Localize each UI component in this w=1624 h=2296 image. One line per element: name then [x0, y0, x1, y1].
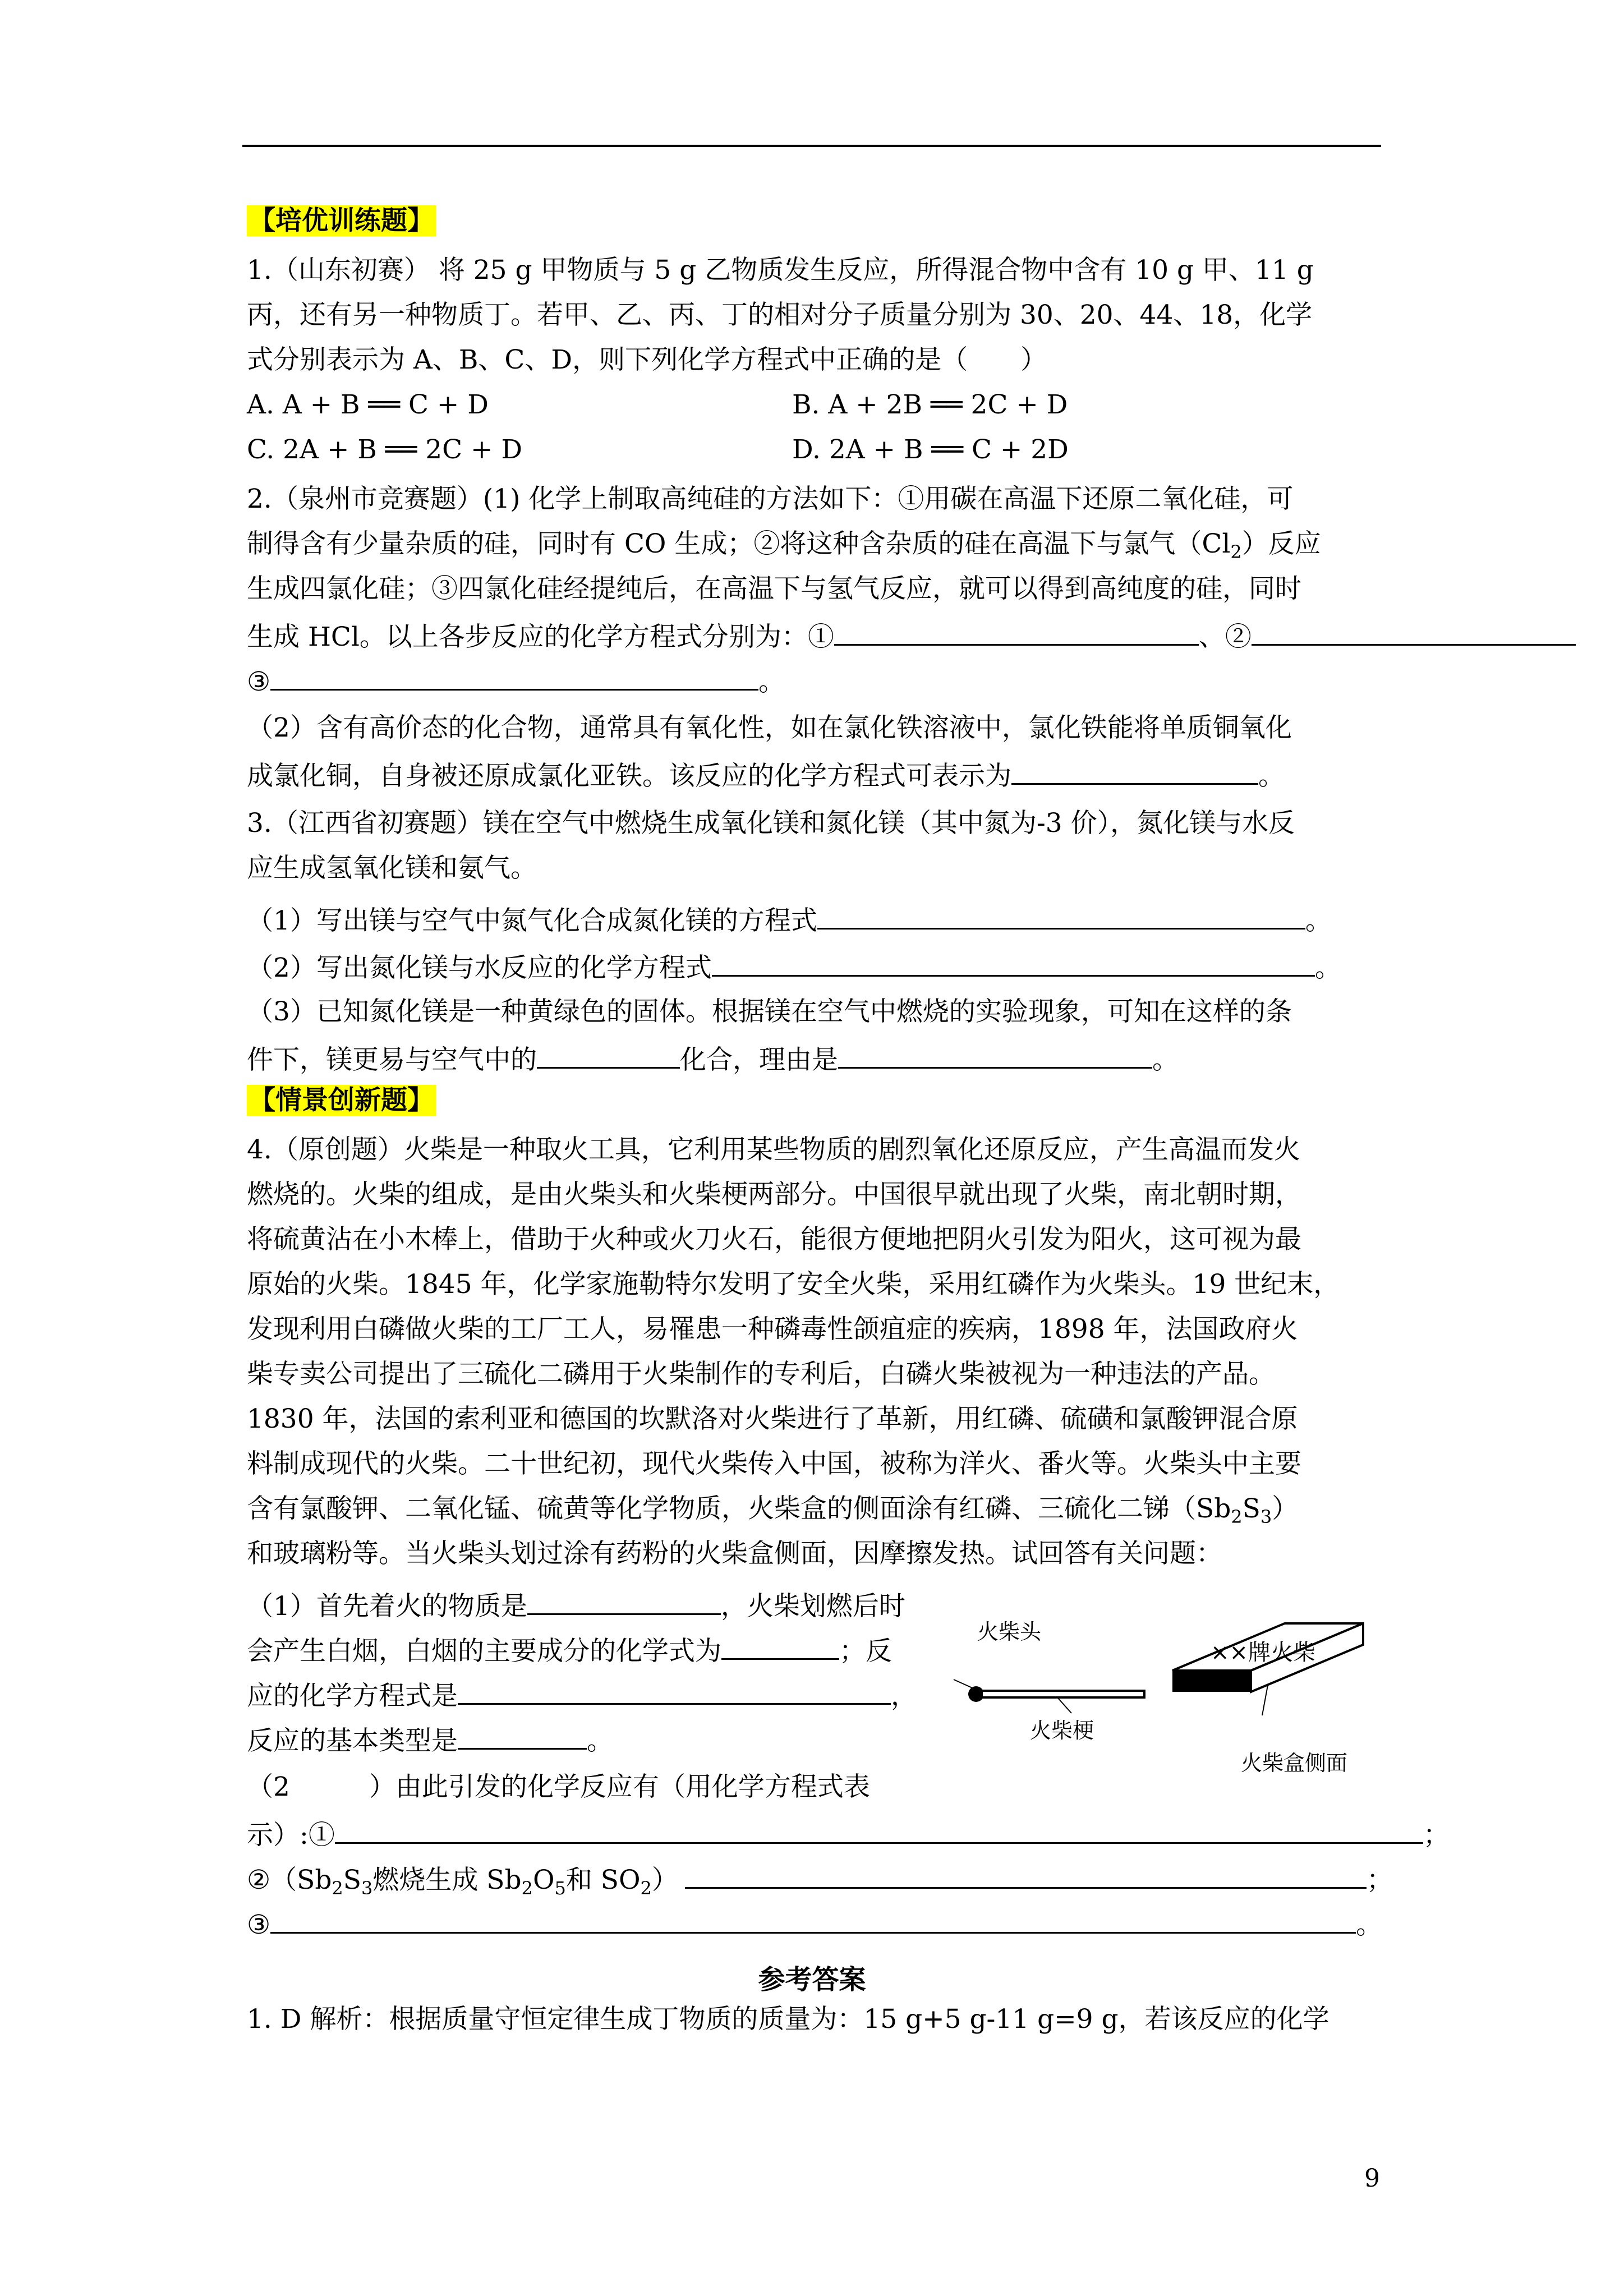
- q1-line2: 丙，还有另一种物质丁。若甲、乙、丙、丁的相对分子质量分别为 30、20、44、18，化学: [247, 300, 1313, 330]
- q4-blank-equation[interactable]: [458, 1676, 891, 1705]
- matchbox-front: [1172, 1671, 1251, 1692]
- q2-line2: 制得含有少量杂质的硅，同时有 CO 生成；②将这种含杂质的硅在高温下与氯气$(Cl_2)$反应: [247, 528, 1321, 563]
- q4-line9: 含有氯酸钾、二氧化锰、硫黄等化学物质，火柴盒的侧面涂有红磷、三硫化二锑$(Sb_2S_3)$: [247, 1493, 1299, 1527]
- q4-part1-line1: （1）首先着火的物质是 ，火柴划燃后时: [247, 1586, 905, 1623]
- q1-line3: 式分别表示为 A、B、C、D，则下列化学方程式中正确的是（ ）: [247, 344, 1047, 375]
- q4-line3: 将硫黄沾在小木棒上，借助于火种或火刀火石，能很方便地把阴火引发为阳火，这可视为最: [247, 1224, 1301, 1255]
- match-stick-pointer: [1057, 1697, 1071, 1713]
- q4-line6: 柴专卖公司提出了三硫化二磷用于火柴制作的专利后，白磷火柴被视为一种违法的产品。: [247, 1359, 1275, 1389]
- q2-part2-line2: 成氯化铜，自身被还原成氯化亚铁。该反应的化学方程式可表示为 。: [247, 756, 1285, 793]
- q3-part3-blank-2[interactable]: [838, 1040, 1152, 1069]
- q4-part1-line3: 应的化学方程式是 ，: [247, 1676, 917, 1713]
- q4-line4: 原始的火柴。1845 年，化学家施勒特尔发明了安全火柴，采用红磷作为火柴头。19 世纪末，: [247, 1269, 1340, 1300]
- q4-part2-line3: $②(Sb_2S_3$燃烧生成 $Sb_2O_5$和 $SO_2$） ；: [247, 1860, 1393, 1905]
- matchbox-side-label: 火柴盒侧面: [1241, 1751, 1348, 1775]
- q2-line5: ③ 。: [247, 662, 785, 699]
- q3-part2: （2）写出氮化镁与水反应的化学方程式 。: [247, 948, 1341, 985]
- q3-part1-blank[interactable]: [817, 901, 1305, 930]
- q2-part2-line1: （2）含有高价态的化合物，通常具有氧化性，如在氯化铁溶液中，氯化铁能将单质铜氧化: [247, 712, 1292, 743]
- q4-part2-line1: （2 ）由此引发的化学反应有（用化学方程式表: [247, 1772, 870, 1802]
- answers-title: 参考答案: [758, 1964, 866, 1995]
- q4-part2-blank-2[interactable]: [685, 1860, 1367, 1889]
- q2-blank-1[interactable]: [834, 617, 1199, 646]
- q4-line8: 料制成现代的火柴。二十世纪初，现代火柴传入中国，被称为洋火、番火等。火柴头中主要: [247, 1448, 1301, 1479]
- match-stick-label: 火柴梗: [1030, 1718, 1094, 1743]
- q4-part2-line2: 示）:① ；: [247, 1815, 1450, 1852]
- q4-part2-line4: ③ 。: [247, 1905, 1382, 1942]
- q2-line3: 生成四氯化硅；③四氯化硅经提纯后，在高温下与氢气反应，就可以得到高纯度的硅，同时: [247, 573, 1301, 604]
- matchbox-brand: ××牌火柴: [1211, 1640, 1316, 1665]
- q4-part2-blank-1[interactable]: [335, 1815, 1423, 1844]
- section-title-innovation: 【情景创新题】: [247, 1084, 436, 1117]
- q3-part2-blank[interactable]: [712, 948, 1315, 977]
- q4-line1: 4.（原创题）火柴是一种取火工具，它利用某些物质的剧烈氧化还原反应，产生高温而发火: [247, 1134, 1300, 1165]
- q4-blank-smoke-formula[interactable]: [721, 1631, 839, 1660]
- q4-part2-blank-3[interactable]: [270, 1905, 1356, 1934]
- match-head-label: 火柴头: [977, 1619, 1042, 1644]
- q4-part1-line2: 会产生白烟，白烟的主要成分的化学式为 ；反: [247, 1631, 892, 1668]
- q1-option-c: C. 2A + B ══ 2C + D: [247, 434, 523, 465]
- q4-blank-reaction-type[interactable]: [458, 1721, 587, 1750]
- q1-option-a: A. A + B ══ C + D: [247, 389, 489, 420]
- q4-line7: 1830 年，法国的索利亚和德国的坎默洛对火柴进行了革新，用红磷、硫磺和氯酸钾混合原: [247, 1404, 1298, 1434]
- section-title-training: 【培优训练题】: [247, 204, 436, 238]
- q2-line1: 2.（泉州市竞赛题）(1) 化学上制取高纯硅的方法如下：①用碳在高温下还原二氧化硅，可: [247, 484, 1294, 514]
- header-rule: [242, 145, 1381, 147]
- q3-part3-line2: 件下，镁更易与空气中的 化合，理由是 。: [247, 1040, 1179, 1077]
- q4-line10: 和玻璃粉等。当火柴头划过涂有药粉的火柴盒侧面，因摩擦发热。试回答有关问题：: [247, 1538, 1222, 1569]
- q2-blank-2[interactable]: [1252, 617, 1576, 646]
- match-stick: [982, 1691, 1144, 1697]
- q1-option-d: D. 2A + B ══ C + 2D: [792, 434, 1069, 465]
- q3-line2: 应生成氢氧化镁和氨气。: [247, 853, 537, 884]
- q1-line1: 1.（山东初赛） 将 25 g 甲物质与 5 g 乙物质发生反应，所得混合物中含有 10 g 甲、11 g: [247, 255, 1314, 286]
- q3-part3-line1: （3）已知氮化镁是一种黄绿色的固体。根据镁在空气中燃烧的实验现象，可知在这样的条: [247, 996, 1292, 1027]
- q3-line1: 3.（江西省初赛题）镁在空气中燃烧生成氧化镁和氮化镁（其中氮为-3 价），氮化镁与水反: [247, 808, 1295, 839]
- q1-option-b: B. A + 2B ══ 2C + D: [792, 389, 1068, 420]
- page-number: 9: [1364, 2164, 1380, 2193]
- q4-blank-first-burn[interactable]: [527, 1586, 721, 1615]
- q3-part3-blank-1[interactable]: [537, 1040, 680, 1069]
- q2-line4: 生成 HCl。以上各步反应的化学方程式分别为：① 、②: [247, 617, 1576, 654]
- q4-line5: 发现利用白磷做火柴的工厂工人，易罹患一种磷毒性颌疽症的疾病，1898 年，法国政府火: [247, 1314, 1298, 1345]
- q4-part1-line4: 反应的基本类型是 。: [247, 1721, 613, 1758]
- answer-1: 1. D 解析：根据质量守恒定律生成丁物质的质量为：15 g+5 g-11 g=9 g，若该反应的化学: [247, 2004, 1329, 2035]
- q2-blank-3[interactable]: [270, 662, 758, 691]
- q3-part1: （1）写出镁与空气中氮气化合成氮化镁的方程式 。: [247, 901, 1332, 938]
- q2-part2-blank[interactable]: [1011, 756, 1258, 785]
- matchbox-side-pointer: [1262, 1685, 1268, 1715]
- q4-line2: 燃烧的。火柴的组成，是由火柴头和火柴梗两部分。中国很早就出现了火柴，南北朝时期，: [247, 1179, 1301, 1210]
